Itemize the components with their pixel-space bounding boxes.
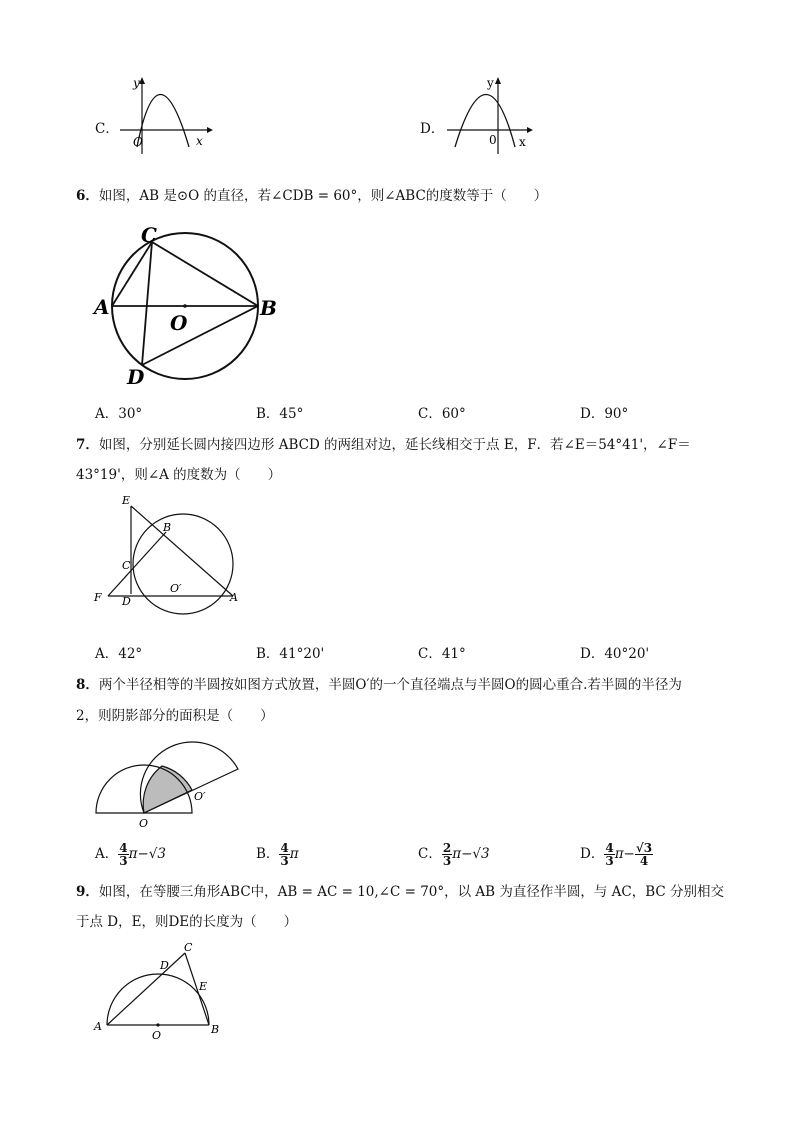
q9-label-c: C [184, 941, 193, 954]
q6-label-b: B [260, 296, 277, 320]
q8-option-c-fraction [442, 842, 452, 867]
q8-b-num: 4 [280, 841, 289, 855]
q8-c-num: 2 [442, 841, 452, 855]
q6-label-c: C [141, 223, 157, 247]
q9-label-b: B [211, 1023, 220, 1036]
q5-option-c-label: C． [95, 121, 119, 137]
q5d-x-label: x [519, 135, 526, 149]
q8-option-b-fraction [279, 842, 289, 867]
q6-option-d: D．90° [580, 406, 629, 422]
q8-option-a-label: A． [95, 846, 119, 862]
q7-label-e: E [122, 494, 131, 507]
q9-label-a: A [94, 1020, 102, 1033]
q8-a-rest: π−√3 [128, 846, 166, 862]
q9-stem-line1 [76, 883, 724, 901]
q8-text-2: 2，则阴影部分的面积是（ ） [76, 708, 274, 724]
q8-option-c-label: C． [418, 846, 442, 862]
q7-label-b: B [163, 521, 172, 534]
q5c-y-label: y [133, 76, 140, 90]
q9-text-1: 如图，在等腰三角形ABC中，AB = AC = 10,∠C = 70°，以 AB 为直径作半圆，与 AC，BC 分别相交 [98, 884, 725, 900]
q6-option-a: A．30° [95, 406, 143, 422]
q7-option-c: C．41° [418, 646, 466, 662]
q6-text: 如图，AB 是⊙O 的直径，若∠CDB = 60°，则∠ABC的度数等于（ ） [98, 188, 548, 204]
q7-label-c: C [122, 559, 131, 572]
q6-stem [76, 187, 547, 205]
q8-d-den2: 4 [639, 854, 649, 868]
q7-label-a: A [230, 591, 238, 604]
q8-a-num: 4 [119, 841, 128, 855]
q8-option-d-fraction [604, 842, 614, 867]
q8-label-o-prime: O′ [194, 790, 206, 803]
q7-figure [90, 492, 250, 612]
q7-label-o: O′ [170, 582, 182, 595]
q8-option-b [256, 842, 299, 867]
q8-option-d-fraction2 [635, 842, 653, 867]
q5-graph-d [445, 72, 545, 157]
q7-option-b: B．41°20' [256, 646, 325, 662]
q5c-x-label: x [196, 134, 203, 148]
q8-a-den: 3 [119, 854, 128, 868]
q8-option-a-fraction [118, 842, 128, 867]
q9-label-o: O [152, 1029, 162, 1042]
q5-option-d-label: D． [420, 121, 445, 137]
q9-label-d: D [160, 959, 169, 972]
q7-stem-line1 [76, 436, 691, 454]
q9-text-2: 于点 D，E，则DE的长度为（ ） [76, 914, 298, 930]
q8-d-num: 4 [605, 841, 614, 855]
q7-text-2: 43°19'，则∠A 的度数为（ ） [76, 467, 282, 483]
q7-label-d: D [122, 595, 131, 608]
q7-text-1: 如图，分别延长圆内接四边形 ABCD 的两组对边，延长线相交于点 E，F．若∠E＝54°41'，∠F＝ [98, 437, 691, 453]
q8-c-rest: π−√3 [452, 846, 490, 862]
q8-option-b-label: B． [256, 846, 280, 862]
q8-option-a [95, 842, 166, 867]
q9-figure [90, 940, 230, 1040]
q6-option-c: C．60° [418, 406, 466, 422]
q8-option-d [580, 842, 653, 867]
q5-graph-c [115, 72, 215, 157]
q6-option-b: B．45° [256, 406, 304, 422]
q7-option-d: D．40°20' [580, 646, 650, 662]
q8-stem-line1 [76, 676, 682, 694]
q5c-origin-label: O [133, 135, 143, 149]
q5d-origin-label: 0 [489, 133, 497, 147]
q6-figure [92, 222, 282, 392]
q7-option-a: A．42° [95, 646, 143, 662]
q7-label-f: F [94, 591, 102, 604]
q8-b-den: 3 [280, 854, 289, 868]
q8-label-o: O [139, 817, 149, 830]
q6-number: 6． [76, 188, 99, 204]
q8-option-c [418, 842, 490, 867]
q8-number: 8． [76, 677, 99, 693]
q9-number: 9． [76, 884, 99, 900]
q6-label-d: D [127, 365, 145, 389]
q8-d-den: 3 [605, 854, 614, 868]
q9-label-e: E [199, 980, 208, 993]
q7-number: 7． [76, 437, 99, 453]
q8-d-rest: π− [614, 846, 635, 862]
q8-text-1: 两个半径相等的半圆按如图方式放置，半圆O′的一个直径端点与半圆O的圆心重合.若半圆的半径为 [98, 677, 682, 693]
q6-label-a: A [94, 295, 110, 319]
q8-b-rest: π [289, 846, 299, 862]
q5d-y-label: y [487, 76, 494, 90]
q8-option-d-label: D． [580, 846, 605, 862]
q8-c-den: 3 [442, 854, 452, 868]
q8-figure [90, 732, 250, 832]
q6-label-o: O [170, 311, 188, 335]
q8-d-num2: √3 [635, 841, 653, 855]
